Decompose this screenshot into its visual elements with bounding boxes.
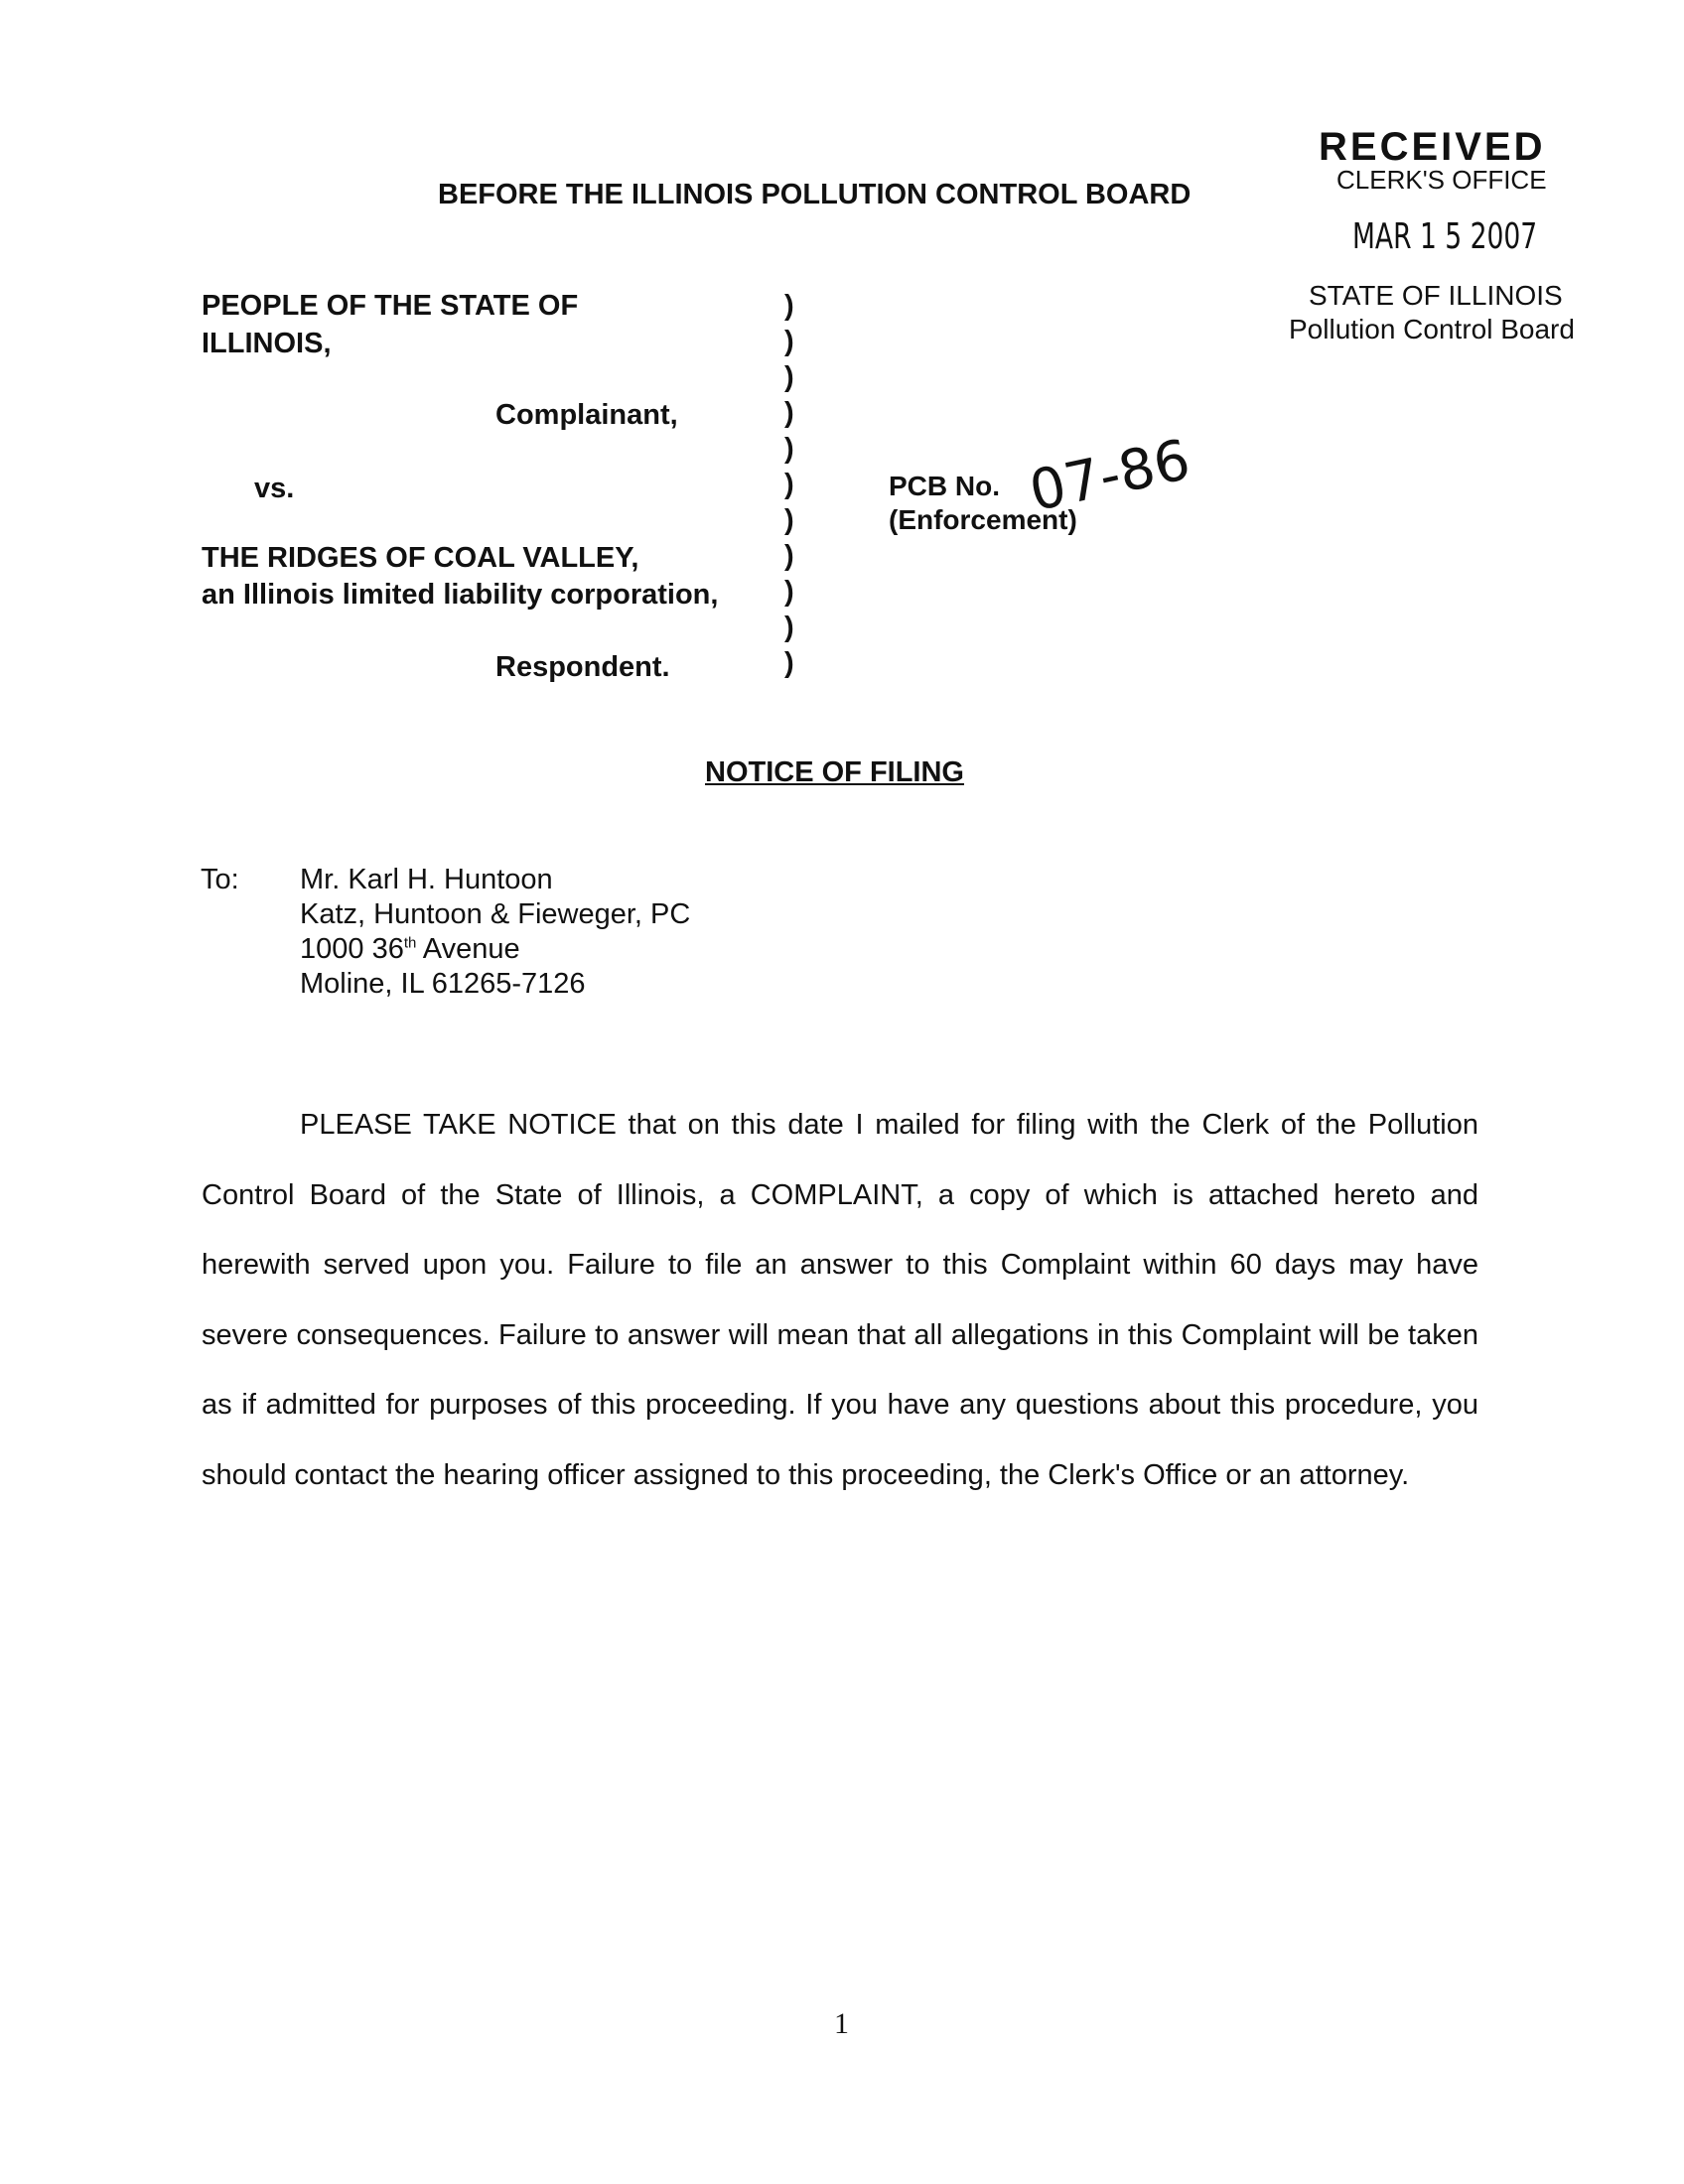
to-label: To: — [201, 864, 239, 895]
caption-paren: ) — [784, 290, 794, 322]
received-stamp-title: RECEIVED — [1319, 125, 1546, 169]
caption-paren: ) — [784, 326, 794, 357]
stamp-clerks-office: CLERK'S OFFICE — [1336, 165, 1547, 195]
recipient-firm: Katz, Huntoon & Fieweger, PC — [300, 898, 691, 930]
respondent-line-2: an Illinois limited liability corporation, — [202, 579, 719, 611]
caption-paren: ) — [784, 576, 794, 608]
board-title: BEFORE THE ILLINOIS POLLUTION CONTROL BOARD — [438, 179, 1192, 210]
svg-text:07-86: 07-86 — [1024, 427, 1196, 516]
stamp-date: MAR 1 5 2007 — [1352, 216, 1538, 257]
recipient-city: Moline, IL 61265-7126 — [300, 968, 586, 1000]
stamp-board: Pollution Control Board — [1289, 314, 1575, 344]
recipient-street — [300, 933, 520, 966]
respondent-line-1: THE RIDGES OF COAL VALLEY, — [202, 542, 639, 574]
plaintiff-line-1: PEOPLE OF THE STATE OF — [202, 290, 579, 322]
caption-paren: ) — [784, 361, 794, 393]
recipient-name: Mr. Karl H. Huntoon — [300, 864, 553, 895]
street-name: Avenue — [416, 933, 520, 965]
caption-paren: ) — [784, 397, 794, 429]
plaintiff-line-2: ILLINOIS, — [202, 328, 332, 359]
caption-paren: ) — [784, 469, 794, 500]
enforcement-label: (Enforcement) — [889, 504, 1077, 535]
street-suffix: th — [403, 934, 417, 952]
notice-body: PLEASE TAKE NOTICE that on this date I mailed for filing with the Clerk of the Pollution Control Board of the State of Illinois, a COMPLAINT, a copy of which is attached hereto and herewith served upon you. Failure to file an answer to this Complaint within 60 days may have severe consequences. Failure to answer will mean that all allegations in this Complaint will be taken as if admitted for purposes of this proceeding. If you have any questions about this procedure, you should contact the hearing officer assigned to this proceeding, the Clerk's Office or an attorney. — [202, 1109, 1478, 1491]
pcb-number-label: PCB No. — [889, 471, 1000, 501]
stamp-state: STATE OF ILLINOIS — [1309, 280, 1563, 311]
caption-paren: ) — [784, 612, 794, 643]
caption-paren: ) — [784, 647, 794, 679]
page-number: 1 — [834, 2007, 849, 2040]
caption-paren: ) — [784, 540, 794, 572]
caption-paren: ) — [784, 433, 794, 465]
respondent-label: Respondent. — [495, 651, 670, 683]
complainant-label: Complainant, — [495, 399, 678, 431]
versus-label: vs. — [254, 473, 295, 504]
handwritten-case-number-icon — [1023, 417, 1221, 516]
caption-paren: ) — [784, 504, 794, 536]
street-number: 1000 36 — [300, 933, 404, 965]
notice-title: NOTICE OF FILING — [705, 756, 964, 788]
